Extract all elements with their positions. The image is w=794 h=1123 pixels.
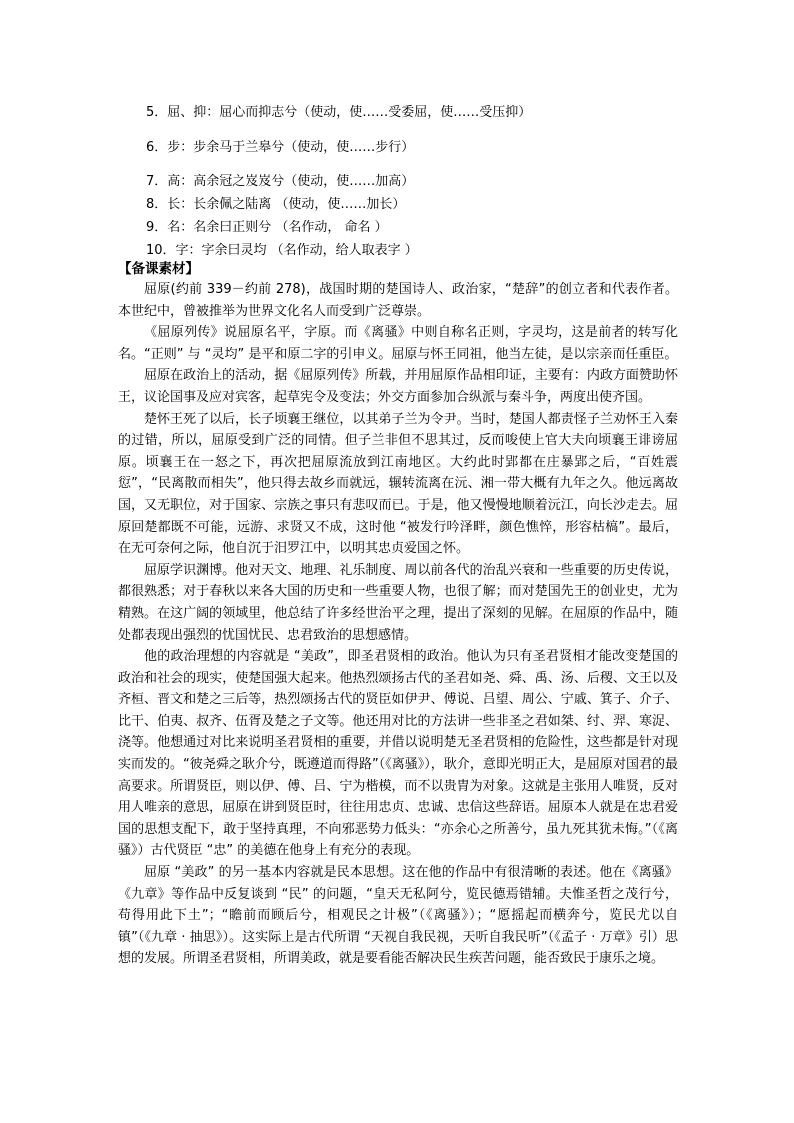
vocab-item: 10．字：字余曰灵均 （名作动，给人取表字 ） <box>146 243 418 258</box>
vocab-item: 8．长：长余佩之陆离 （使动，使……加长） <box>146 197 406 212</box>
vocab-list <box>118 104 678 260</box>
paragraph-politics: 屈原在政治上的活动，据《屈原列传》所载，并用屈原作品相印证，主要有：内政方面赞助怀王，议论国事及应对宾客，起草宪令及变法；外交方面参加合纵派与秦斗争，两度出使齐国。 <box>118 368 678 405</box>
vocab-item: 6．步：步余马于兰皋兮（使动，使……步行） <box>146 140 415 155</box>
vocab-item: 9．名：名余曰正则兮 （名作动， 命名 ） <box>146 220 388 235</box>
document-page <box>118 104 678 970</box>
vocab-item: 7．高：高余冠之岌岌兮（使动，使……加高） <box>146 174 415 189</box>
vocab-item: 5．屈、抑：屈心而抑志兮（使动，使……受委屈，使……受压抑） <box>146 105 532 120</box>
paragraph-learning: 屈原学识渊博。他对天文、地理、礼乐制度、周以前各代的治乱兴衰和一些重要的历史传说，都很熟悉；对于春秋以来各大国的历史和一些重要人物，也很了解；而对楚国先王的创业史，尤为精熟。在这广阔的领域里，他总结了许多经世治平之理，提出了深刻的见解。在屈原的作品中，随处都表现出强烈的忧国忧民、忠君致治的思想感情。 <box>118 562 678 643</box>
paragraph-intro: 屈原(约前 339－约前 278)，战国时期的楚国诗人、政治家，“楚辞”的创立者和代表作者。本世纪中，曾被推举为世界文化名人而受到广泛尊崇。 <box>118 282 678 319</box>
paragraph-people: 屈原 “美政” 的另一基本内容就是民本思想。这在他的作品中有很清晰的表述。他在《离骚》《九章》等作品中反复谈到 “民” 的问题，“皇天无私阿兮，览民德焉错辅。夫惟圣哲之茂行兮，苟得用此下土”；“瞻前而顾后兮，相观民之计极”（《离骚》）；“愿摇起而横奔兮，览民尤以自镇”（《九章 · 抽思》）。这实际上是古代所谓 “天视自我民视，天听自我民听”（《孟子 · 万章》引）思想的发展。所谓圣君贤相，所谓美政，就是要看能否解决民生疾苦问题，能否致民于康乐之境。 <box>118 865 678 967</box>
paragraph-exile: 楚怀王死了以后，长子顷襄王继位，以其弟子兰为令尹。当时，楚国人都责怪子兰劝怀王入秦的过错，所以，屈原受到广泛的同情。但子兰非但不思其过，反而唆使上官大夫向顷襄王诽谤屈原。顷襄王在一怒之下，再次把屈原流放到江南地区。大约此时郢都在庄暴郢之后，“百姓震愆”，“民离散而相失”，他只得去故乡而就远，辗转流离在沅、湘一带大概有九年之久。他远离故国，又无职位，对于国家、宗族之事只有悲叹而已。于是，他又慢慢地顺着沅江，向长沙走去。屈原回楚都既不可能，远游、求贤又不成，这时他 “被发行吟泽畔，颜色憔悴，形容枯槁”。最后，在无可奈何之际，他自沉于汨罗江中，以明其忠贞爱国之怀。 <box>118 411 678 557</box>
section-title: 【备课素材】 <box>118 261 199 277</box>
paragraph-ideal: 他的政治理想的内容就是 “美政”，即圣君贤相的政治。他认为只有圣君贤相才能改变楚国的政治和社会的现实，使楚国强大起来。他热烈颂扬古代的圣君如尧、舜、禹、汤、后稷、文王以及齐桓、晋文和楚之三后等，热烈颂扬古代的贤臣如伊尹、傅说、吕望、周公、宁戚、箕子、介子、比干、伯夷、叔齐、伍胥及楚之子文等。他还用对比的方法讲一些非圣之君如桀、纣、羿、寒浞、浇等。他想通过对比来说明圣君贤相的重要，并借以说明楚无圣君贤相的危险性，这些都是针对现实而发的。“彼尧舜之耿介兮，既遵道而得路”（《离骚》），耿介，意即光明正大，是屈原对国君的最高要求。所谓贤臣，则以伊、傅、吕、宁为楷模，而不以贵胄为对象。这就是主张用人唯贤，反对用人唯亲的意思，屈原在讲到贤臣时，往往用忠贞、忠诚、忠信这些辞语。屈原本人就是在忠君爱国的思想支配下，敢于坚持真理，不向邪恶势力低头：“亦余心之所善兮，虽九死其犹未悔。”（《离骚》）古代贤臣 “忠” 的美德在他身上有充分的表现。 <box>118 649 678 859</box>
paragraph-names: 《屈原列传》说屈原名平，字原。而《离骚》中则自称名正则，字灵均，这是前者的转写化名。“正则” 与 “灵均” 是平和原二字的引申义。屈原与怀王同祖，他当左徒，是以宗亲而任重臣。 <box>118 325 678 362</box>
